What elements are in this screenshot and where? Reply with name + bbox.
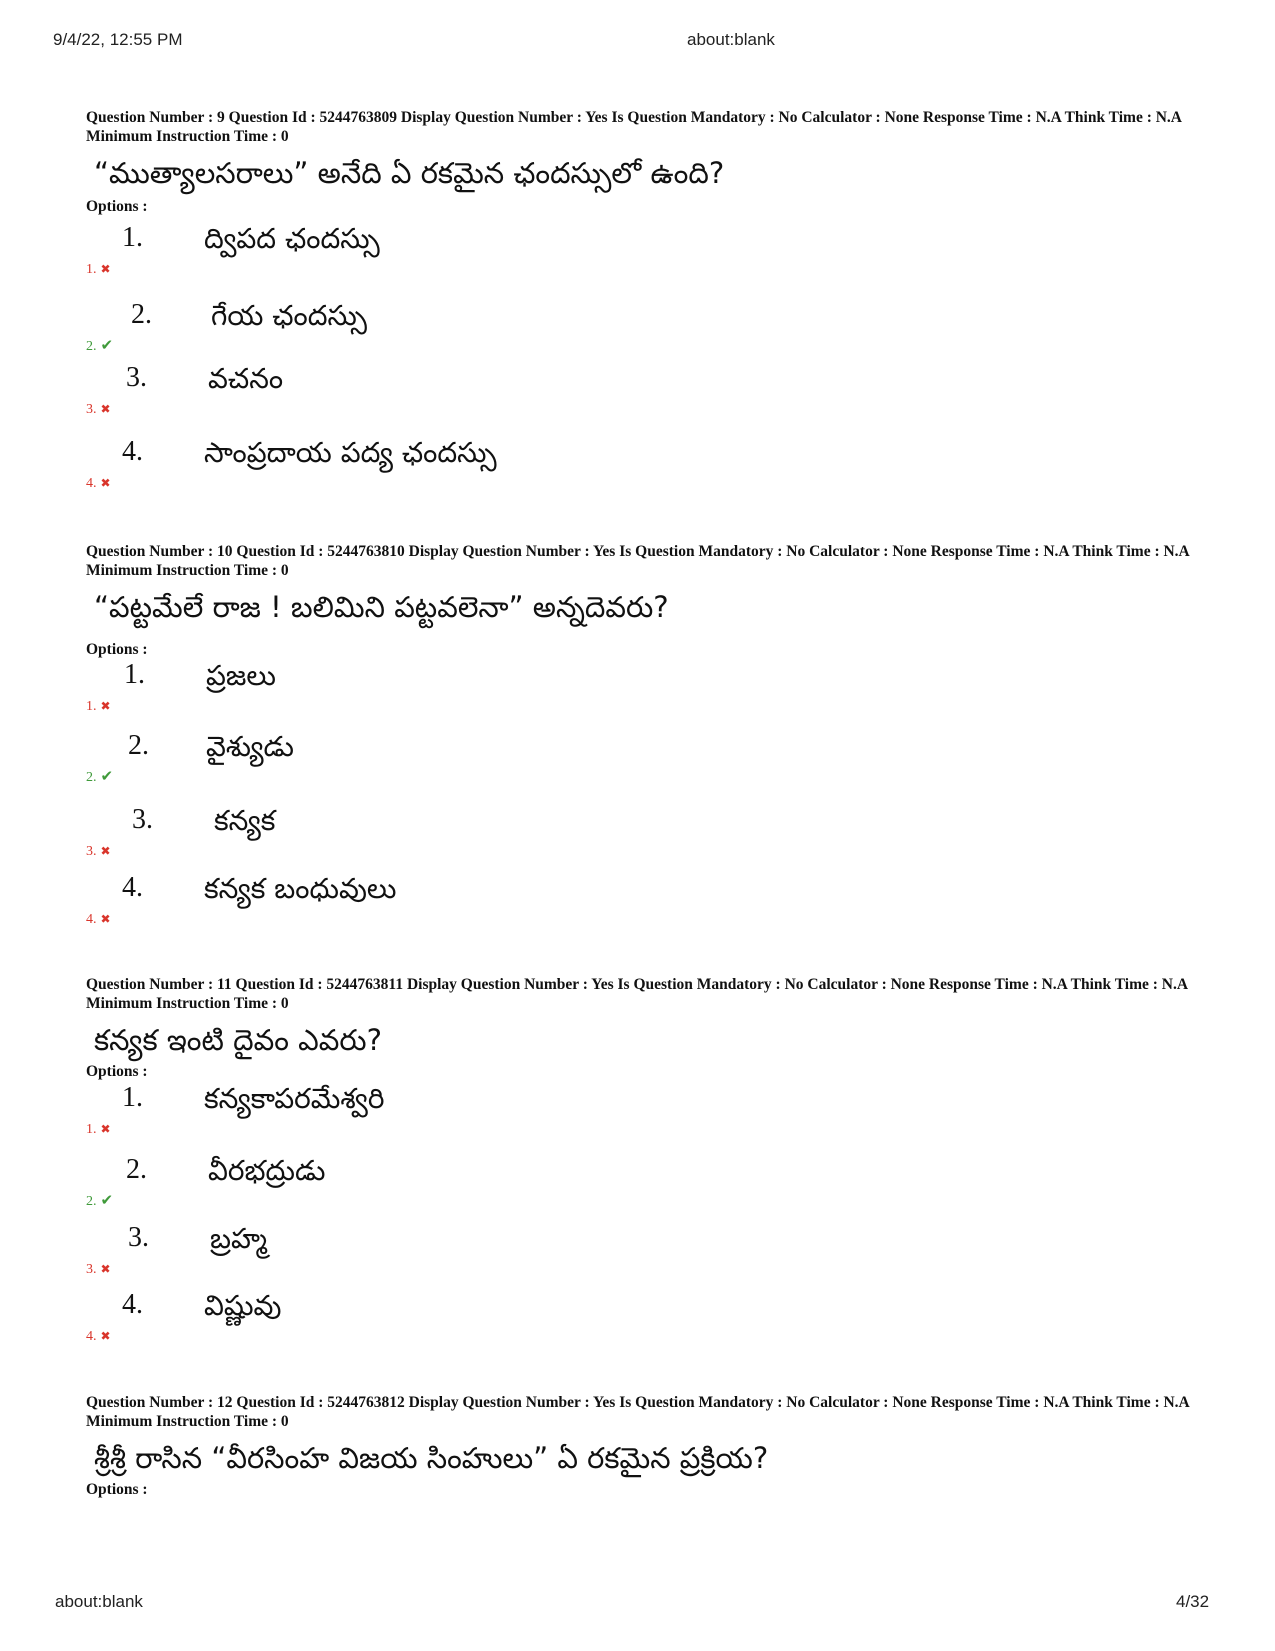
cross-icon: ✖ bbox=[100, 402, 111, 416]
page-number: 4/32 bbox=[1176, 1592, 1210, 1611]
option-text: సాంప్రదాయ పద్య ఛందస్సు bbox=[204, 436, 497, 469]
option-row bbox=[86, 1218, 786, 1278]
option-text: విష్ణువు bbox=[204, 1289, 282, 1322]
print-timestamp: 9/4/22, 12:55 PM bbox=[53, 30, 183, 49]
option-number: 2. bbox=[131, 299, 152, 330]
option-number: 4. bbox=[122, 436, 143, 467]
cross-icon: ✖ bbox=[100, 1262, 111, 1276]
question-text: శ్రీశ్రీ రాసిన “వీరసింహ విజయ సింహులు” ఏ రకమైన ప్రక్రియ? bbox=[94, 1441, 769, 1475]
option-row bbox=[86, 218, 786, 278]
correct-mark: 2. ✔ bbox=[86, 767, 114, 785]
option-text: కన్యక bbox=[214, 804, 276, 837]
option-row bbox=[86, 1078, 786, 1138]
option-row bbox=[86, 358, 786, 418]
correct-mark: 2. ✔ bbox=[86, 336, 114, 354]
wrong-mark: 3. ✖ bbox=[86, 1262, 111, 1277]
option-number: 4. bbox=[122, 872, 143, 903]
wrong-mark: 1. ✖ bbox=[86, 699, 111, 714]
option-row bbox=[86, 432, 786, 492]
wrong-mark: 1. ✖ bbox=[86, 262, 111, 277]
cross-icon: ✖ bbox=[100, 912, 111, 926]
option-text: ద్విపద ఛందస్సు bbox=[204, 222, 380, 255]
option-text: కన్యకాపరమేశ్వరి bbox=[204, 1082, 385, 1115]
options-label: Options : bbox=[86, 1063, 148, 1080]
options-label: Options : bbox=[86, 641, 148, 658]
wrong-mark: 4. ✖ bbox=[86, 1329, 111, 1344]
option-text: ప్రజలు bbox=[206, 659, 276, 692]
option-text: వైశ్యుడు bbox=[206, 730, 294, 763]
option-text: గేయ ఛందస్సు bbox=[211, 299, 367, 332]
option-row bbox=[86, 655, 786, 715]
option-number: 3. bbox=[128, 1222, 149, 1253]
question-10-header bbox=[86, 542, 1206, 626]
print-page-title: about:blank bbox=[687, 30, 775, 49]
option-row bbox=[86, 1285, 786, 1345]
option-number: 4. bbox=[122, 1289, 143, 1320]
question-9-header bbox=[86, 108, 1206, 192]
option-text: కన్యక బంధువులు bbox=[204, 872, 397, 905]
cross-icon: ✖ bbox=[100, 844, 111, 858]
question-11-header bbox=[86, 975, 1206, 1059]
option-number: 2. bbox=[126, 1154, 147, 1185]
question-text: “పట్టమేలే రాజ ! బలిమిని పట్టవలెనా” అన్నదెవరు? bbox=[94, 590, 669, 624]
options-label: Options : bbox=[86, 1481, 148, 1498]
question-meta: Question Number : 11 Question Id : 5244763811 Display Question Number : Yes Is Question Mandatory : No Calculator : None Response Time : N.A Think Time : N.A Minimum Instruction Time : 0 bbox=[86, 976, 1188, 1012]
question-text: “ముత్యాలసరాలు” అనేది ఏ రకమైన ఛందస్సులో ఉంది? bbox=[94, 156, 725, 190]
option-row bbox=[86, 1150, 786, 1210]
cross-icon: ✖ bbox=[100, 1329, 111, 1343]
option-number: 1. bbox=[122, 1082, 143, 1113]
question-12-header bbox=[86, 1393, 1206, 1477]
option-text: వీరభద్రుడు bbox=[208, 1154, 326, 1187]
wrong-mark: 4. ✖ bbox=[86, 912, 111, 927]
cross-icon: ✖ bbox=[100, 262, 111, 276]
option-row bbox=[86, 868, 786, 928]
option-text: బ్రహ్మ bbox=[210, 1222, 268, 1255]
check-icon: ✔ bbox=[100, 767, 114, 785]
wrong-mark: 3. ✖ bbox=[86, 402, 111, 417]
cross-icon: ✖ bbox=[100, 476, 111, 490]
check-icon: ✔ bbox=[100, 1191, 114, 1209]
option-row bbox=[86, 295, 786, 355]
option-row bbox=[86, 726, 786, 786]
option-number: 3. bbox=[132, 804, 153, 835]
wrong-mark: 3. ✖ bbox=[86, 844, 111, 859]
question-text: కన్యక ఇంటి దైవం ఎవరు? bbox=[94, 1023, 382, 1057]
option-number: 1. bbox=[124, 659, 145, 690]
wrong-mark: 4. ✖ bbox=[86, 476, 111, 491]
question-meta: Question Number : 12 Question Id : 5244763812 Display Question Number : Yes Is Question Mandatory : No Calculator : None Response Time : N.A Think Time : N.A Minimum Instruction Time : 0 bbox=[86, 1394, 1189, 1430]
options-label: Options : bbox=[86, 198, 148, 215]
wrong-mark: 1. ✖ bbox=[86, 1122, 111, 1137]
option-number: 1. bbox=[122, 222, 143, 253]
question-meta: Question Number : 9 Question Id : 5244763809 Display Question Number : Yes Is Question Mandatory : No Calculator : None Response Time : N.A Think Time : N.A Minimum Instruction Time : 0 bbox=[86, 109, 1182, 145]
correct-mark: 2. ✔ bbox=[86, 1191, 114, 1209]
cross-icon: ✖ bbox=[100, 1122, 111, 1136]
check-icon: ✔ bbox=[100, 336, 114, 354]
option-number: 3. bbox=[126, 362, 147, 393]
print-footer-url: about:blank bbox=[55, 1592, 143, 1611]
question-meta: Question Number : 10 Question Id : 5244763810 Display Question Number : Yes Is Question Mandatory : No Calculator : None Response Time : N.A Think Time : N.A Minimum Instruction Time : 0 bbox=[86, 543, 1189, 579]
cross-icon: ✖ bbox=[100, 699, 111, 713]
option-row bbox=[86, 800, 786, 860]
option-number: 2. bbox=[128, 730, 149, 761]
option-text: వచనం bbox=[208, 362, 284, 395]
